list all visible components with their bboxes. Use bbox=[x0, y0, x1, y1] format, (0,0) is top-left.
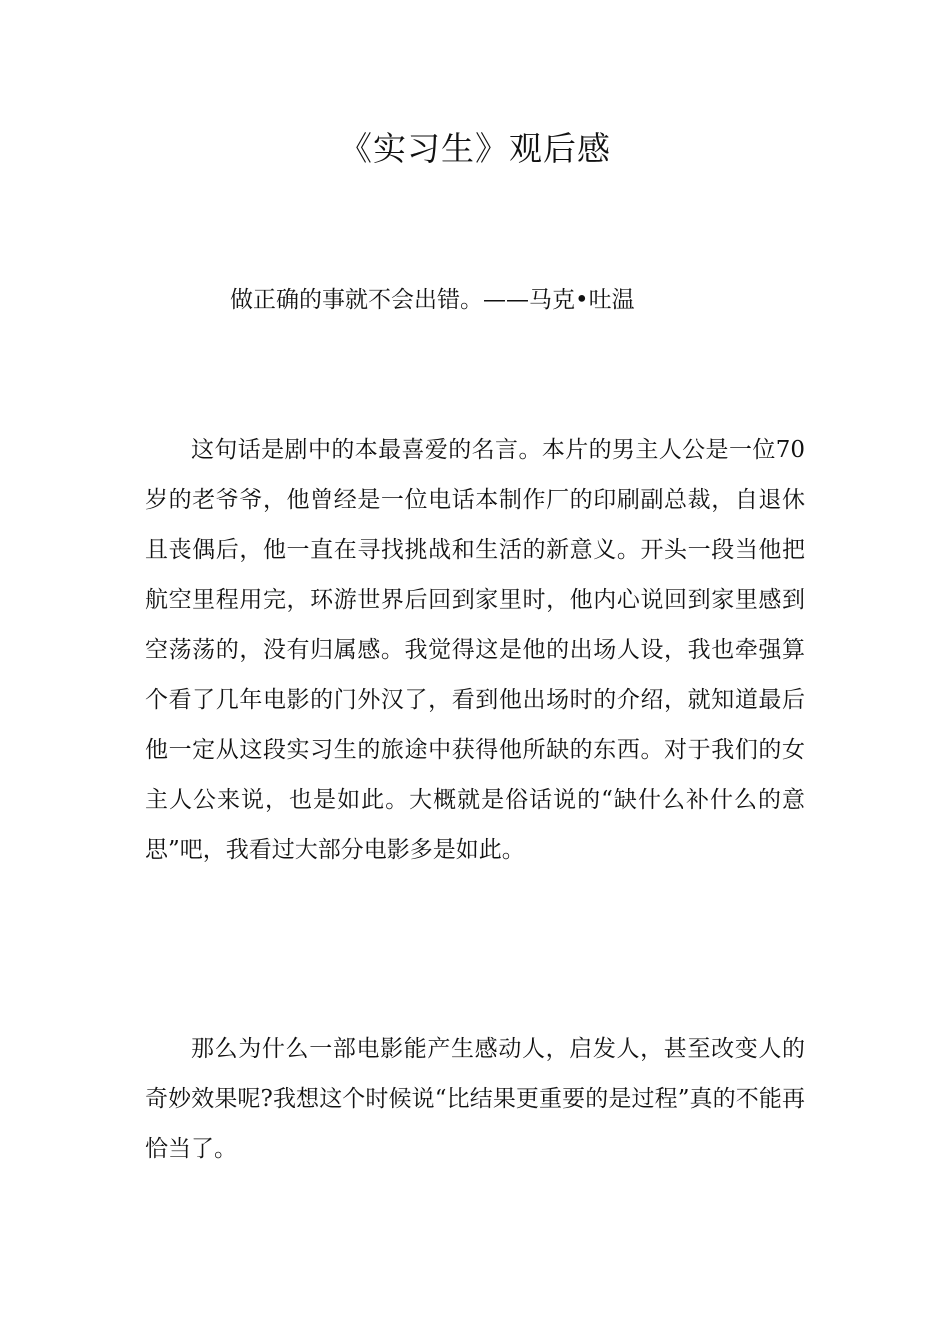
body-paragraph-2: 那么为什么一部电影能产生感动人，启发人，甚至改变人的奇妙效果呢?我想这个时候说“比结果更重要的是过程”真的不能再恰当了。 bbox=[145, 1036, 805, 1162]
body-paragraph-1: 这句话是剧中的本最喜爱的名言。本片的男主人公是一位70岁的老爷爷，他曾经是一位电话本制作厂的印刷副总裁，自退休且丧偶后，他一直在寻找挑战和生活的新意义。开头一段当他把航空里程用完，环游世界后回到家里时，他内心说回到家里感到空荡荡的，没有归属感。我觉得这是他的出场人设，我也牵强算个看了几年电影的门外汉了，看到他出场时的介绍，就知道最后他一定从这段实习生的旅途中获得他所缺的东西。对于我们的女主人公来说，也是如此。大概就是俗话说的“缺什么补什么的意思”吧，我看过大部分电影多是如此。 bbox=[145, 437, 805, 863]
opening-quote: 做正确的事就不会出错。——马克•吐温 bbox=[230, 287, 635, 313]
document-title: 《实习生》观后感 bbox=[339, 129, 611, 168]
